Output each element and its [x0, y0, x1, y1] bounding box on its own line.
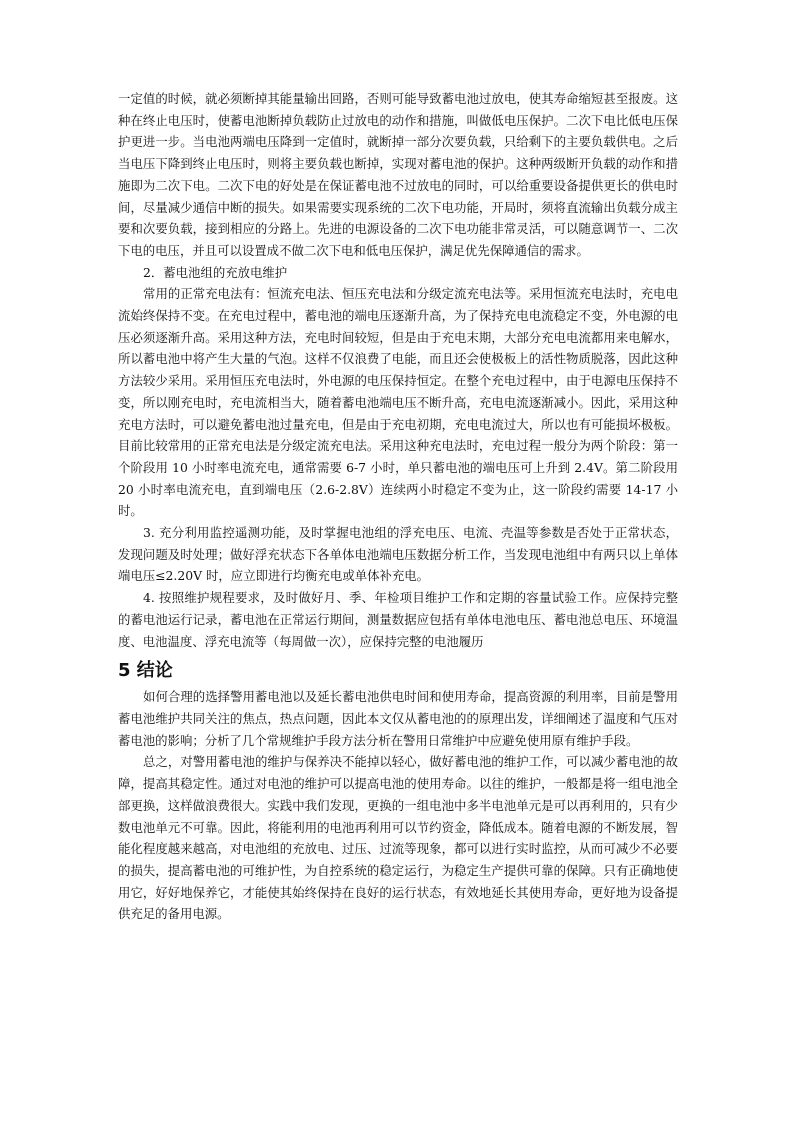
paragraph-monitoring: 3. 充分利用监控遥测功能，及时掌握电池组的浮充电压、电流、壳温等参数是否处于正常状态，发现问题及时处理；做好浮充状态下各单体电池端电压数据分析工作，当发现电池组中有两只以上单体端电压≤2.20V 时，应立即进行均衡充电或单体补充电。 [118, 525, 678, 584]
paragraph-charging-methods: 常用的正常充电法有：恒流充电法、恒压充电法和分级定流充电法等。采用恒流充电法时，充电电流始终保持不变。在充电过程中，蓄电池的端电压逐渐升高，为了保持充电电流稳定不变，外电源的电压必须逐渐升高。采用这种方法，充电时间较短，但是由于充电末期，大部分充电电流都用来电解水，所以蓄电池中将产生大量的气泡。这样不仅浪费了电能，而且还会使极板上的活性物质脱落，因此这种方法较少采用。采用恒压充电法时，外电源的电压保持恒定。在整个充电过程中，由于电源电压保持不变，所以刚充电时，充电流相当大，随着蓄电池端电压不断升高，充电电流逐渐减小。因此，采用这种充电方法时，可以避免蓄电池过量充电，但是由于充电初期，充电电流过大，所以也有可能损坏极板。目前比较常用的正常充电法是分级定流充电法。采用这种充电法时，充电过程一般分为两个阶段：第一个阶段用 10 小时率电流充电，通常需要 6-7 小时，单只蓄电池的端电压可上升到 2.4V。第二阶段用 20 小时率电流充电，直到端电压（2.6-2.8V）连续两小时稳定不变为止，这一阶段约需要 14-17 小时。 [118, 286, 678, 519]
document-page [118, 88, 678, 925]
paragraph-low-voltage-protection: 一定值的时候，就必须断掉其能量输出回路，否则可能导致蓄电池过放电，使其寿命缩短甚至报废。这种在终止电压时，使蓄电池断掉负载防止过放电的动作和措施，叫做低电压保护。二次下电比低电压保护更进一步。当电池两端电压降到一定值时，就断掉一部分次要负载，只给剩下的主要负载供电。之后当电压下降到终止电压时，则将主要负载也断掉，实现对蓄电池的保护。这种两级断开负载的动作和措施即为二次下电。二次下电的好处是在保证蓄电池不过放电的同时，可以给重要设备提供更长的供电时间，尽量减少通信中断的损失。如果需要实现系统的二次下电功能，开局时，须将直流输出负载分成主要和次要负载，接到相应的分路上。先进的电源设备的二次下电功能非常灵活，可以随意调节一、二次下电的电压，并且可以设置成不做二次下电和低电压保护，满足优先保障通信的需求。 [118, 91, 678, 258]
paragraph-conclusion-2: 总之，对警用蓄电池的维护与保养决不能掉以轻心，做好蓄电池的维护工作，可以减少蓄电池的故障，提高其稳定性。通过对电池的维护可以提高电池的使用寿命。以往的维护，一般都是将一组电池全部更换，这样做浪费很大。实践中我们发现，更换的一组电池中多半电池单元是可以再利用的，只有少数电池单元不可靠。因此，将能利用的电池再利用可以节约资金，降低成本。随着电源的不断发展，智能化程度越来越高，对电池组的充放电、过压、过流等现象，都可以进行实时监控，从而可减少不必要的损失，提高蓄电池的可维护性，为自控系统的稳定运行，为稳定生产提供可靠的保障。只有正确地使用它，好好地保养它，才能使其始终保持在良好的运行状态，有效地延长其使用寿命，更好地为设备提供充足的备用电源。 [118, 754, 678, 922]
paragraph-maintenance-rules: 4. 按照维护规程要求，及时做好月、季、年检项目维护工作和定期的容量试验工作。应保持完整的蓄电池运行记录，蓄电池在正常运行期间，测量数据应包括有单体电池电压、蓄电池总电压、环境温度、电池温度、浮充电流等（每周做一次），应保持完整的电池履历 [118, 590, 678, 649]
section-heading-conclusion: 5 结论 [118, 660, 173, 682]
paragraph-conclusion-1: 如何合理的选择警用蓄电池以及延长蓄电池供电时间和使用寿命，提高资源的利用率，目前是警用蓄电池维护共同关注的焦点，热点问题，因此本文仅从蓄电池的的原理出发，详细阐述了温度和气压对蓄电池的影响；分析了几个常规维护手段方法分析在警用日常维护中应避免使用原有维护手段。 [118, 689, 678, 748]
item-2-title: 2．蓄电池组的充放电维护 [143, 264, 288, 280]
